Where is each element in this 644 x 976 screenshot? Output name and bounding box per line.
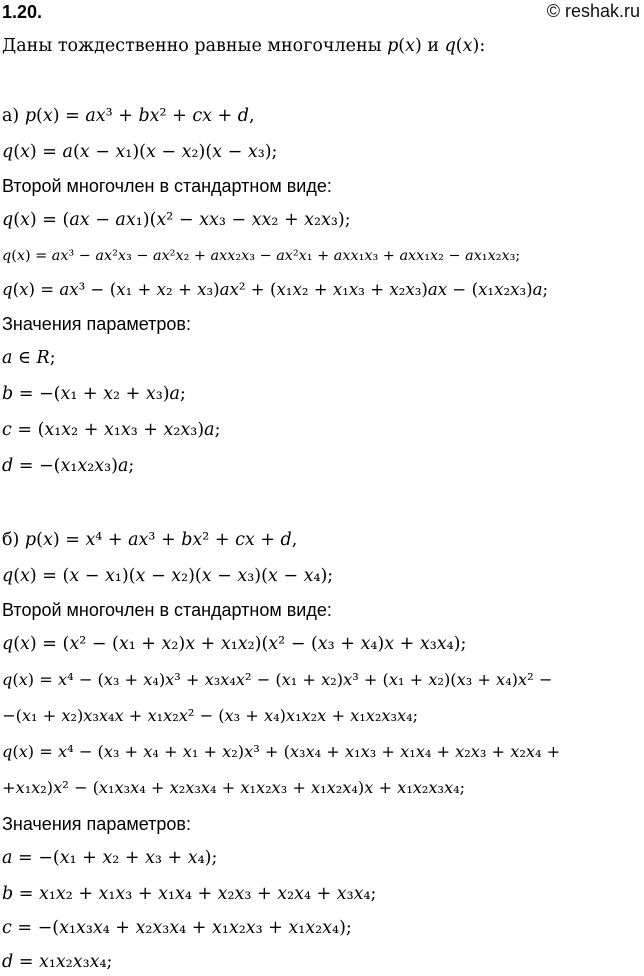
part-a-param-d: 𝑑 = −(𝑥₁𝑥₂𝑥₃)𝑎; — [2, 456, 135, 476]
part-a-p: а) 𝑝(𝑥) = 𝑎𝑥³ + 𝑏𝑥² + 𝑐𝑥 + 𝑑, — [2, 106, 255, 126]
part-a-step1: 𝑞(𝑥) = (𝑎𝑥 − 𝑎𝑥₁)(𝑥² − 𝑥𝑥₃ − 𝑥𝑥₂ + 𝑥₂𝑥₃); — [2, 210, 351, 230]
part-b-step2-line2: −(𝑥₁ + 𝑥₂)𝑥₃𝑥₄𝑥 + 𝑥₁𝑥₂𝑥² − (𝑥₃ + 𝑥₄)𝑥₁𝑥₂𝑥 + 𝑥₁𝑥₂𝑥₃𝑥₄; — [2, 706, 419, 725]
part-b-param-a: 𝑎 = −(𝑥₁ + 𝑥₂ + 𝑥₃ + 𝑥₄); — [2, 848, 218, 868]
part-b-param-d: 𝑑 = 𝑥₁𝑥₂𝑥₃𝑥₄; — [2, 952, 113, 972]
part-b-q: 𝑞(𝑥) = (𝑥 − 𝑥₁)(𝑥 − 𝑥₂)(𝑥 − 𝑥₃)(𝑥 − 𝑥₄); — [2, 566, 334, 586]
part-b-param-c: 𝑐 = −(𝑥₁𝑥₃𝑥₄ + 𝑥₂𝑥₃𝑥₄ + 𝑥₁𝑥₂𝑥₃ + 𝑥₁𝑥₂𝑥₄); — [2, 918, 352, 938]
part-a-param-b: 𝑏 = −(𝑥₁ + 𝑥₂ + 𝑥₃)𝑎; — [2, 384, 186, 404]
part-a-param-a: 𝑎 ∈ 𝑅; — [2, 348, 56, 368]
problem-number: 1.20. — [2, 2, 43, 22]
part-b-step3-line2: +𝑥₁𝑥₂)𝑥² − (𝑥₁𝑥₃𝑥₄ + 𝑥₂𝑥₃𝑥₄ + 𝑥₁𝑥₂𝑥₃ + 𝑥₁𝑥₂𝑥₄)𝑥 + 𝑥₁𝑥₂𝑥₃𝑥₄; — [2, 778, 466, 797]
part-b-step2-line1: 𝑞(𝑥) = 𝑥⁴ − (𝑥₃ + 𝑥₄)𝑥³ + 𝑥₃𝑥₄𝑥² − (𝑥₁ + 𝑥₂)𝑥³ + (𝑥₁ + 𝑥₂)(𝑥₃ + 𝑥₄)𝑥² − — [2, 670, 553, 689]
part-a-param-c: 𝑐 = (𝑥₁𝑥₂ + 𝑥₁𝑥₃ + 𝑥₂𝑥₃)𝑎; — [2, 420, 221, 440]
part-a-standard-heading: Второй многочлен в стандартном виде: — [2, 176, 332, 196]
watermark: © reshak.ru — [546, 1, 640, 21]
part-b-param-b: 𝑏 = 𝑥₁𝑥₂ + 𝑥₁𝑥₃ + 𝑥₁𝑥₄ + 𝑥₂𝑥₃ + 𝑥₂𝑥₄ + 𝑥₃𝑥₄; — [2, 884, 377, 904]
part-a-step2: 𝑞(𝑥) = 𝑎𝑥³ − 𝑎𝑥²𝑥₃ − 𝑎𝑥²𝑥₂ + 𝑎𝑥𝑥₂𝑥₃ − 𝑎𝑥²𝑥₁ + 𝑎𝑥𝑥₁𝑥₃ + 𝑎𝑥𝑥₁𝑥₂ − 𝑎𝑥₁𝑥₂𝑥₃; — [2, 248, 521, 264]
part-b-step1: 𝑞(𝑥) = (𝑥² − (𝑥₁ + 𝑥₂)𝑥 + 𝑥₁𝑥₂)(𝑥² − (𝑥₃ + 𝑥₄)𝑥 + 𝑥₃𝑥₄); — [2, 634, 467, 654]
part-b-standard-heading: Второй многочлен в стандартном виде: — [2, 600, 332, 620]
part-a-params-heading: Значения параметров: — [2, 314, 191, 334]
part-b-params-heading: Значения параметров: — [2, 814, 191, 834]
part-a-step3: 𝑞(𝑥) = 𝑎𝑥³ − (𝑥₁ + 𝑥₂ + 𝑥₃)𝑎𝑥² + (𝑥₁𝑥₂ + 𝑥₁𝑥₃ + 𝑥₂𝑥₃)𝑎𝑥 − (𝑥₁𝑥₂𝑥₃)𝑎; — [2, 280, 549, 299]
part-b-p: б) 𝑝(𝑥) = 𝑥⁴ + 𝑎𝑥³ + 𝑏𝑥² + 𝑐𝑥 + 𝑑, — [2, 530, 298, 550]
part-a-q: 𝑞(𝑥) = 𝑎(𝑥 − 𝑥₁)(𝑥 − 𝑥₂)(𝑥 − 𝑥₃); — [2, 142, 278, 162]
page-header — [0, 0, 644, 26]
part-b-step3-line1: 𝑞(𝑥) = 𝑥⁴ − (𝑥₃ + 𝑥₄ + 𝑥₁ + 𝑥₂)𝑥³ + (𝑥₃𝑥₄ + 𝑥₁𝑥₃ + 𝑥₁𝑥₄ + 𝑥₂𝑥₃ + 𝑥₂𝑥₄ + — [2, 742, 561, 761]
intro-text: Даны тождественно равные многочлены 𝑝(𝑥) и 𝑞(𝑥): — [2, 36, 486, 56]
